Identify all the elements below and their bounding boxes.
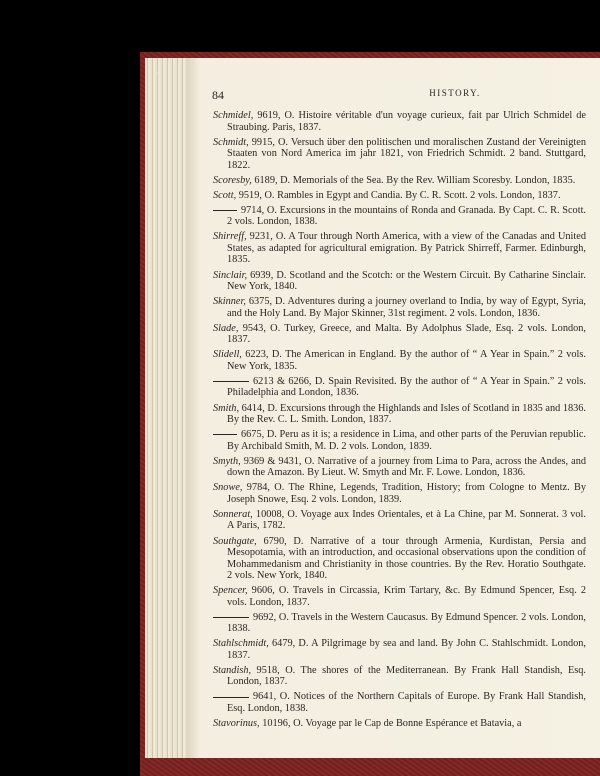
entry-author: Sonnerat, xyxy=(213,508,253,520)
index-entry xyxy=(213,296,586,319)
entry-text: 9369 & 9431, O. Narrative of a journey from Lima to Para, across the Andes, and down the Amazon. By Lieut. W. Smyth and Mr. F. Lowe. London, 1836. xyxy=(227,455,586,479)
index-entry xyxy=(213,110,586,133)
entry-author: Stahlschmidt, xyxy=(213,638,269,650)
index-entries xyxy=(213,110,586,733)
entry-author: Slidell, xyxy=(213,349,242,361)
index-entry xyxy=(213,482,586,505)
index-entry xyxy=(213,137,586,172)
entry-author: Standish, xyxy=(213,664,252,676)
index-entry xyxy=(213,175,586,187)
entry-text: 9784, O. The Rhine, Legends, Tradition, History; from Cologne to Mentz. By Joseph Snowe, Esq. 2 vols. London, 1839. xyxy=(227,482,586,505)
entry-text: 9915, O. Versuch über den politischen und moralischen Zustand der Vereinigten Staaten von Nord America im jahr 1821, von Friedrich Schmidt. 2 band. Stuttgard, 1822. xyxy=(227,136,586,171)
ditto-dash xyxy=(213,697,249,698)
index-entry xyxy=(213,665,586,688)
entry-text: 9692, O. Travels in the Western Caucasus. By Edmund Spencer. 2 vols. London, 1838. xyxy=(227,611,586,635)
ditto-dash xyxy=(213,381,249,382)
entry-text: 6479, D. A Pilgrimage by sea and land. By John C. Stahlschmidt. London, 1837. xyxy=(227,638,586,661)
entry-text: 6939, D. Scotland and the Scotch: or the Western Circuit. By Catharine Sinclair. New York, 1840. xyxy=(227,269,586,293)
entry-text: 6223, D. The American in England. By the author of “ A Year in Spain.” 2 vols. New York, 1835. xyxy=(227,349,586,372)
index-entry xyxy=(213,612,586,635)
index-entry xyxy=(213,585,586,608)
index-entry xyxy=(213,691,586,714)
index-entry xyxy=(213,638,586,661)
index-entry xyxy=(213,349,586,372)
entry-author: Schmidel, xyxy=(213,110,254,121)
entry-author: Scoresby, xyxy=(213,174,252,186)
entry-text: 9606, O. Travels in Circassia, Krim Tartary, &c. By Edmund Spencer, Esq. 2 vols. London, 1837. xyxy=(227,585,586,608)
entry-text: 6675, D. Peru as it is; a residence in Lima, and other parts of the Peruvian republic. By Archibald Smith, M. D. 2 vols. London, 1839. xyxy=(227,429,586,452)
index-entry xyxy=(213,509,586,532)
entry-text: 10008, O. Voyage aux Indes Orientales, et à La Chine, par M. Sonnerat. 3 vol. A Paris, 1782. xyxy=(227,508,586,532)
index-entry xyxy=(213,205,586,228)
entry-text: 10196, O. Voyage par le Cap de Bonne Espérance et Batavia, a xyxy=(259,718,522,730)
running-head: HISTORY. xyxy=(429,88,481,98)
entry-author: Snowe, xyxy=(213,482,243,494)
entry-text: 9619, O. Histoire véritable d'un voyage curieux, fait par Ulrich Schmidel de Straubing. Paris, 1837. xyxy=(227,110,586,133)
entry-author: Scott, xyxy=(213,189,237,201)
corner-mark-icon: ⌃ xyxy=(153,72,162,83)
entry-author: Shirreff, xyxy=(213,231,247,243)
entry-author: Sinclair, xyxy=(213,269,248,281)
index-entry xyxy=(213,190,586,202)
entry-author: Slade, xyxy=(213,322,239,334)
entry-text: 9519, O. Rambles in Egypt and Candia. By C. R. Scott. 2 vols. London, 1837. xyxy=(236,189,561,201)
entry-author: Skinner, xyxy=(213,296,246,308)
index-entry xyxy=(213,270,586,293)
index-entry xyxy=(213,376,586,399)
entry-text: 9543, O. Turkey, Greece, and Malta. By Adolphus Slade, Esq. 2 vols. London, 1837. xyxy=(227,322,586,346)
index-entry xyxy=(213,323,586,346)
entry-author: Spencer, xyxy=(213,585,248,597)
entry-author: Stavorinus, xyxy=(213,718,260,730)
entry-text: 6790, D. Narrative of a tour through Armenia, Kurdistan, Persia and Mesopotamia, with an introduction, and occasional observations upon the condition of Mohammedanism and Christianity in those countries. By the Rev. Horatio Southgate. 2 vols. New York, 1840. xyxy=(227,535,586,581)
entry-author: Schmidt, xyxy=(213,136,249,148)
entry-author: Smyth, xyxy=(213,455,241,467)
page-number: 84 xyxy=(212,88,224,102)
entry-text: 6213 & 6266, D. Spain Revisited. By the author of “ A Year in Spain.” 2 vols. Philadelphia and London, 1836. xyxy=(227,375,586,399)
index-entry xyxy=(213,429,586,452)
entry-author: Southgate, xyxy=(213,535,257,547)
entry-text: 9641, O. Notices of the Northern Capitals of Europe. By Frank Hall Standish, Esq. London, 1838. xyxy=(227,691,586,714)
index-entry xyxy=(213,456,586,479)
entry-text: 9518, O. The shores of the Mediterranean. By Frank Hall Standish, Esq. London, 1837. xyxy=(227,664,586,688)
entry-author: Smith, xyxy=(213,402,240,414)
index-entry xyxy=(213,536,586,582)
entry-text: 6375, D. Adventures during a journey overland to India, by way of Egypt, Syria, and the Holy Land. By Major Skinner, 31st regiment. 2 vols. London, 1836. xyxy=(227,296,586,319)
ditto-dash xyxy=(213,434,237,435)
index-entry xyxy=(213,718,586,730)
page-edges xyxy=(145,58,188,758)
entry-text: 6189, D. Memorials of the Sea. By the Rev. William Scoresby. London, 1835. xyxy=(251,174,576,186)
index-entry xyxy=(213,231,586,266)
entry-text: 9231, O. A Tour through North America, with a view of the Canadas and United States, as adapted for agricultural emigration. By Patrick Shirreff, Farmer. Edinburgh, 1835. xyxy=(227,231,586,266)
ditto-dash xyxy=(213,617,249,618)
index-entry xyxy=(213,403,586,426)
ditto-dash xyxy=(213,210,237,211)
entry-text: 9714, O. Excursions in the mountains of Ronda and Granada. By Capt. C. R. Scott. 2 vols. London, 1838. xyxy=(227,204,586,228)
entry-text: 6414, D. Excursions through the Highlands and Isles of Scotland in 1835 and 1836. By the Rev. C. L. Smith. London, 1837. xyxy=(227,402,586,426)
